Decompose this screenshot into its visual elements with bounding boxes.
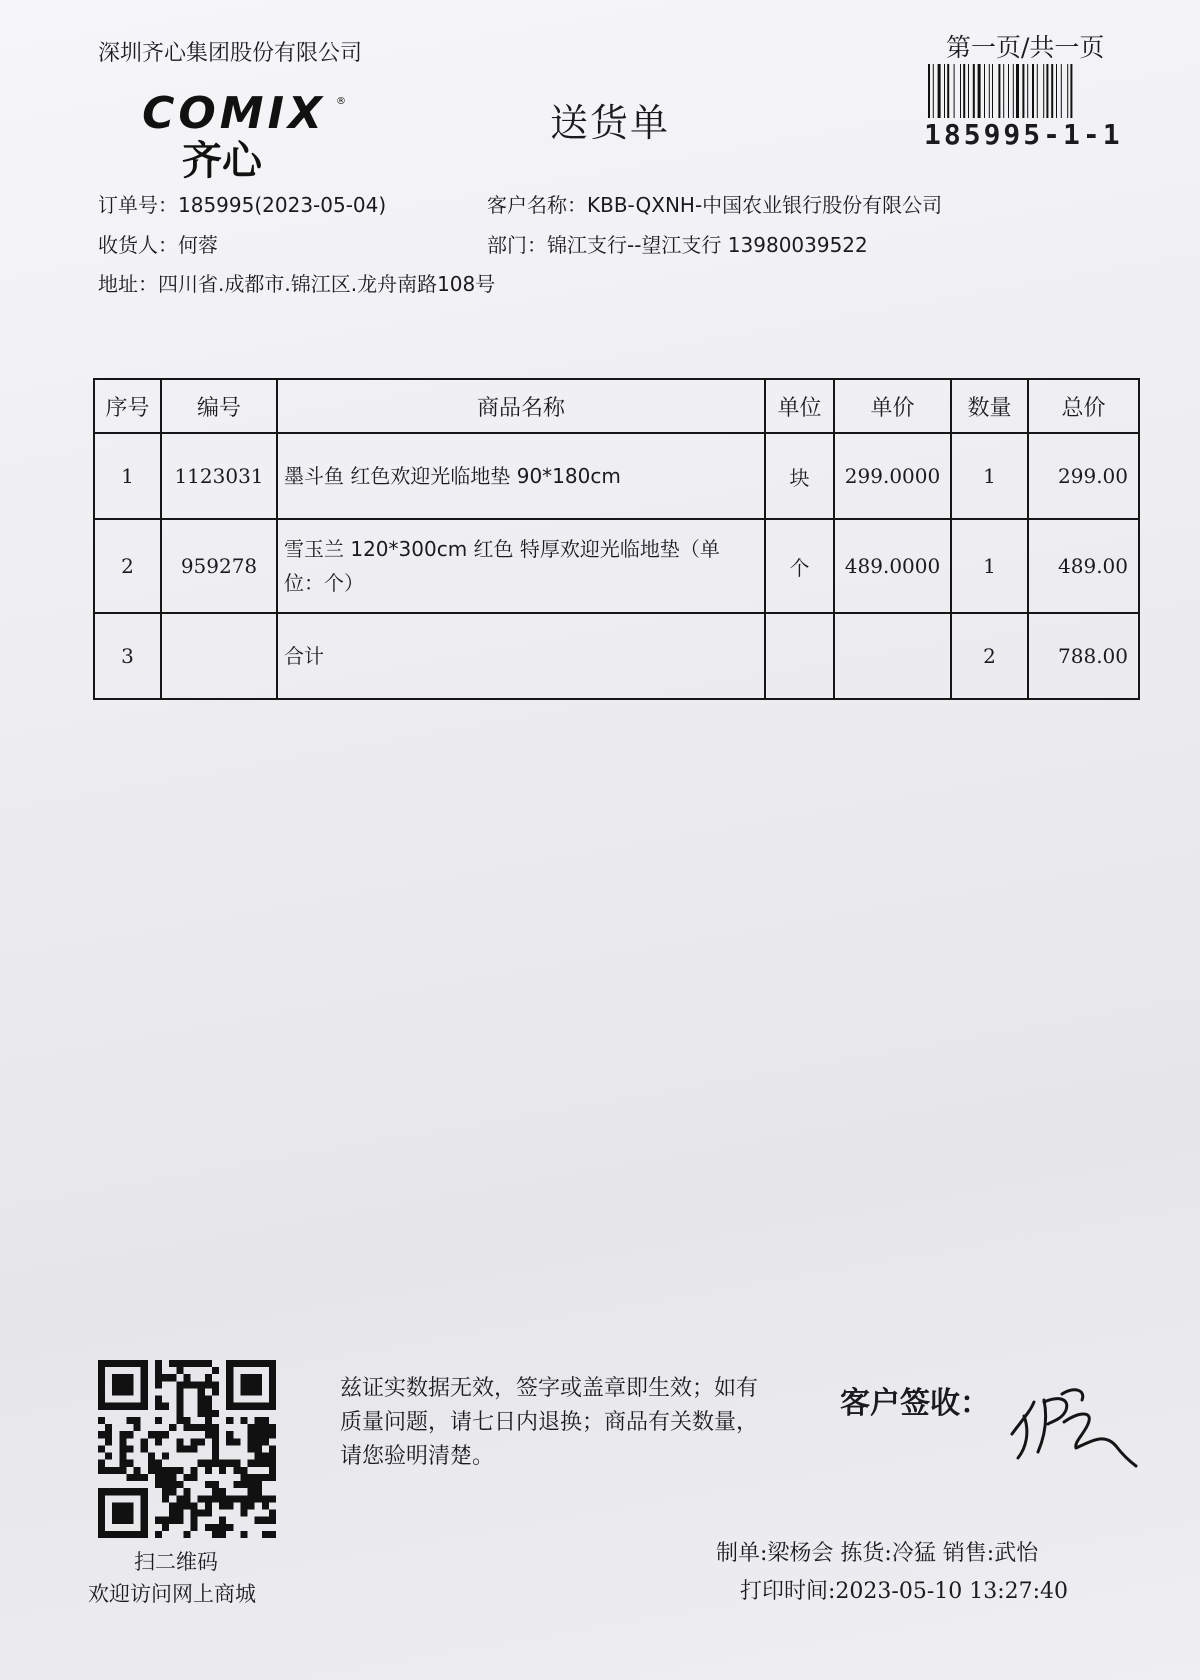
cell-name: 雪玉兰 120*300cm 红色 特厚欢迎光临地垫（单位：个） — [277, 519, 765, 613]
qr-caption: 扫二维码 — [134, 1550, 218, 1574]
order-number: 订单号：185995(2023-05-04) — [98, 193, 387, 217]
table-row — [94, 433, 1139, 519]
page-indicator: 第一页/共一页 — [946, 33, 1105, 62]
qr-caption-mall: 欢迎访问网上商城 — [88, 1582, 256, 1606]
table-row — [94, 519, 1139, 613]
notice-text: 兹证实数据无效，签字或盖章即生效；如有质量问题，请七日内退换；商品有关数量，请您验明清楚。 — [340, 1376, 759, 1469]
comix-logo-icon — [118, 90, 350, 180]
header-price: 单价 — [834, 379, 951, 433]
company-name: 深圳齐心集团股份有限公司 — [98, 41, 363, 66]
staff-info: 制单:梁杨会 拣货:冷猛 销售:武怡 — [716, 1541, 1039, 1566]
address: 地址：四川省.成都市.锦江区.龙舟南路108号 — [98, 272, 496, 296]
barcode-number: 185995-1-1 — [924, 118, 1123, 151]
print-time: 打印时间:2023-05-10 13:27:40 — [740, 1579, 1069, 1604]
cell-total: 489.00 — [1028, 519, 1139, 613]
header-total: 总价 — [1028, 379, 1139, 433]
table-row — [94, 613, 1139, 699]
cell-total: 788.00 — [1028, 613, 1139, 699]
cell-unit: 块 — [765, 433, 834, 519]
header-code: 编号 — [161, 379, 277, 433]
header-unit: 单位 — [765, 379, 834, 433]
logo-chinese: 齐心 — [182, 138, 262, 180]
cell-total: 299.00 — [1028, 433, 1139, 519]
cell-seq: 3 — [94, 613, 161, 699]
cell-seq: 2 — [94, 519, 161, 613]
header-name: 商品名称 — [277, 379, 765, 433]
customer-name: 客户名称：KBB-QXNH-中国农业银行股份有限公司 — [487, 193, 943, 217]
header-seq: 序号 — [94, 379, 161, 433]
cell-unit — [765, 613, 834, 699]
cell-unit: 个 — [765, 519, 834, 613]
logo-registered-icon: ® — [336, 96, 346, 107]
cell-code: 959278 — [161, 519, 277, 613]
cell-price: 489.0000 — [834, 519, 951, 613]
cell-name: 合计 — [277, 613, 765, 699]
cell-code — [161, 613, 277, 699]
barcode-icon — [926, 64, 1136, 118]
cell-price: 299.0000 — [834, 433, 951, 519]
signature-icon — [1004, 1372, 1144, 1472]
customer-sign-label: 客户签收： — [840, 1386, 990, 1421]
cell-code: 1123031 — [161, 433, 277, 519]
document-title: 送货单 — [550, 101, 671, 145]
items-table — [93, 378, 1140, 700]
receiver: 收货人：何蓉 — [98, 233, 218, 257]
cell-qty: 1 — [951, 433, 1028, 519]
table-header-row — [94, 379, 1139, 433]
cell-name: 墨斗鱼 红色欢迎光临地垫 90*180cm — [277, 433, 765, 519]
cell-price — [834, 613, 951, 699]
qr-code-icon — [98, 1360, 276, 1538]
cell-seq: 1 — [94, 433, 161, 519]
logo-latin: COMIX — [142, 90, 326, 139]
department: 部门：锦江支行--望江支行 13980039522 — [487, 233, 868, 257]
cell-qty: 1 — [951, 519, 1028, 613]
header-qty: 数量 — [951, 379, 1028, 433]
cell-qty: 2 — [951, 613, 1028, 699]
